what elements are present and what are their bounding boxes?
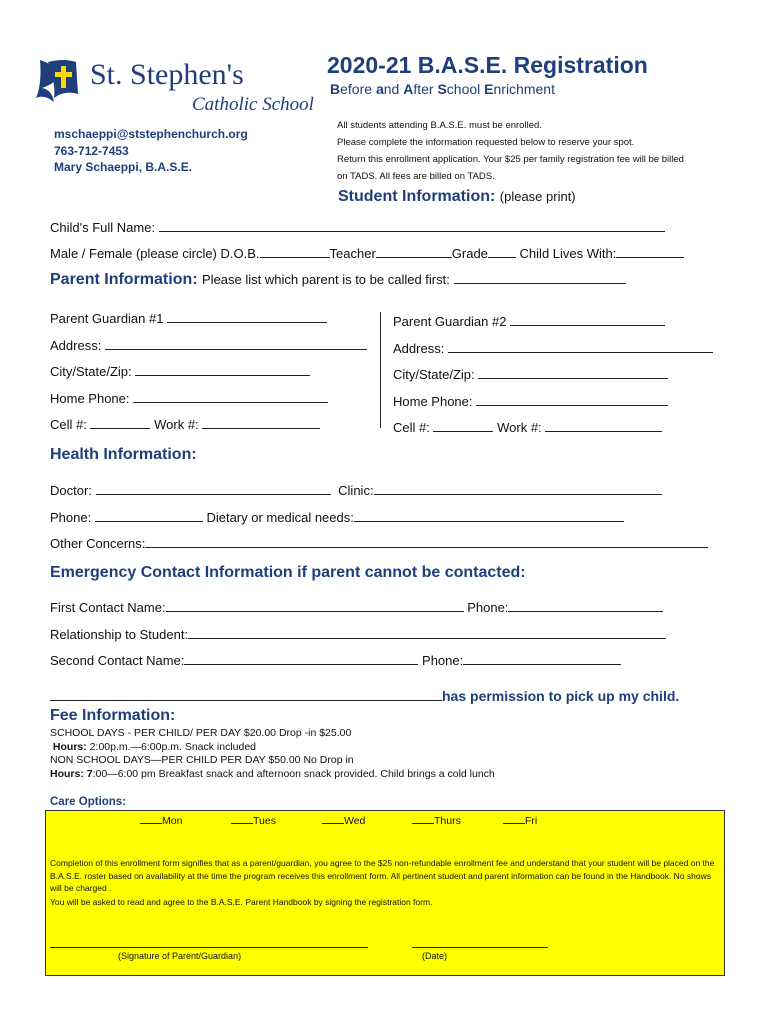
health-rows: Doctor: Clinic: Phone: Dietary or medical needs: Other Concerns: bbox=[50, 478, 708, 558]
fee-heading: Fee Information: bbox=[50, 707, 176, 724]
health-phone-field[interactable] bbox=[95, 509, 203, 522]
child-name-row: Child's Full Name: bbox=[50, 219, 665, 235]
dob-field[interactable] bbox=[260, 245, 330, 258]
parent2-name-field[interactable] bbox=[510, 313, 665, 326]
parent1-address-field[interactable] bbox=[105, 337, 367, 350]
doctor-field[interactable] bbox=[96, 482, 331, 495]
first-call-field[interactable] bbox=[454, 271, 626, 284]
logo-subtitle: Catholic School bbox=[192, 94, 314, 115]
cross-shield-icon bbox=[34, 54, 86, 112]
student-details-row: Male / Female (please circle) D.O.B. Teacher Grade Child Lives With: bbox=[50, 245, 684, 261]
parent1-work-field[interactable] bbox=[202, 416, 320, 429]
contact-block bbox=[54, 126, 248, 176]
parent2-work-field[interactable] bbox=[545, 419, 662, 432]
parent1-cell-field[interactable] bbox=[90, 416, 150, 429]
parent1-city-field[interactable] bbox=[135, 363, 310, 376]
pickup-name-field[interactable] bbox=[50, 688, 442, 701]
parent1-home-field[interactable] bbox=[133, 390, 328, 403]
logo-name: St. Stephen's bbox=[90, 58, 244, 91]
fee-details: SCHOOL DAYS - PER CHILD/ PER DAY $20.00 Drop -in $25.00 Hours: 2:00p.m.—6:00p.m. Snack included NON SCHOOL DAYS—PER CHILD PER DAY $50.00 No Drop in Hours: 7:00—6:00 pm Breakfast snack and afternoon snack provided. Child brings a cold lunch bbox=[50, 727, 495, 780]
signature-line[interactable] bbox=[50, 947, 368, 948]
parent2-cell-field[interactable] bbox=[433, 419, 493, 432]
signature-label: (Signature of Parent/Guardian) bbox=[118, 951, 242, 961]
grade-field[interactable] bbox=[488, 245, 516, 258]
date-label: (Date) bbox=[422, 951, 448, 961]
day-fri[interactable]: Fri bbox=[503, 813, 537, 827]
parent2-home-field[interactable] bbox=[476, 393, 668, 406]
clinic-field[interactable] bbox=[374, 482, 662, 495]
health-heading: Health Information: bbox=[50, 446, 197, 463]
second-contact-field[interactable] bbox=[184, 652, 418, 665]
page-title: 2020-21 B.A.S.E. Registration bbox=[327, 52, 648, 78]
care-heading: Care Options: bbox=[50, 796, 127, 808]
first-contact-phone-field[interactable] bbox=[508, 599, 663, 612]
handbook-note: You will be asked to read and agree to the B.A.S.E. Parent Handbook by signing the registration form. bbox=[50, 897, 433, 907]
pickup-row: has permission to pick up my child. bbox=[50, 688, 679, 704]
day-wed[interactable]: Wed bbox=[322, 813, 365, 827]
student-heading: Student Information: (please print) bbox=[338, 188, 576, 205]
contact-email: mschaeppi@ststephenchurch.org bbox=[54, 127, 248, 141]
emergency-heading: Emergency Contact Information if parent cannot be contacted: bbox=[50, 564, 526, 581]
date-line[interactable] bbox=[412, 947, 548, 948]
parent1-column: Parent Guardian #1 Address: City/State/Zip: Home Phone: Cell #: Work #: bbox=[50, 306, 367, 439]
enrollment-terms: Completion of this enrollment form signifies that as a parent/guardian, you agree to the $25 non-refundable enrollment fee and understand that your student will be placed on the B.A.S.E. roster based on availability at the time the program receives this enrollment form. All pertinent student and parent information can be found in the Handbook. No shows will be charged . bbox=[50, 858, 715, 893]
parent2-city-field[interactable] bbox=[478, 366, 668, 379]
parent2-column: Parent Guardian #2 Address: City/State/Zip: Home Phone: Cell #: Work #: bbox=[393, 309, 713, 442]
day-thurs[interactable]: Thurs bbox=[412, 813, 461, 827]
other-concerns-field[interactable] bbox=[145, 535, 708, 548]
parent-heading: Parent Information: Please list which parent is to be called first: bbox=[50, 271, 626, 289]
parent1-name-field[interactable] bbox=[167, 310, 327, 323]
lives-with-field[interactable] bbox=[616, 245, 684, 258]
dietary-field[interactable] bbox=[354, 509, 624, 522]
parent-divider bbox=[380, 312, 381, 428]
day-tues[interactable]: Tues bbox=[231, 813, 276, 827]
relationship-field[interactable] bbox=[188, 626, 666, 639]
page-subtitle: Before and After School Enrichment bbox=[330, 81, 555, 97]
first-contact-field[interactable] bbox=[166, 599, 464, 612]
emergency-rows: First Contact Name: Phone: Relationship to Student: Second Contact Name: Phone: bbox=[50, 595, 666, 675]
intro-text: All students attending B.A.S.E. must be enrolled. Please complete the information requested below to reserve your spot. Return this enrollment application. Your $25 per family registration fee will be billed on TADS. All fees are billed on TADS. bbox=[337, 120, 684, 182]
care-options-box bbox=[45, 810, 725, 976]
teacher-field[interactable] bbox=[376, 245, 452, 258]
day-mon[interactable]: Mon bbox=[140, 813, 182, 827]
contact-phone: 763-712-7453 bbox=[54, 143, 129, 158]
second-contact-phone-field[interactable] bbox=[463, 652, 621, 665]
child-name-field[interactable] bbox=[159, 219, 665, 232]
parent2-address-field[interactable] bbox=[448, 340, 713, 353]
school-logo bbox=[34, 50, 324, 120]
contact-name: Mary Schaeppi, B.A.S.E. bbox=[54, 160, 193, 174]
